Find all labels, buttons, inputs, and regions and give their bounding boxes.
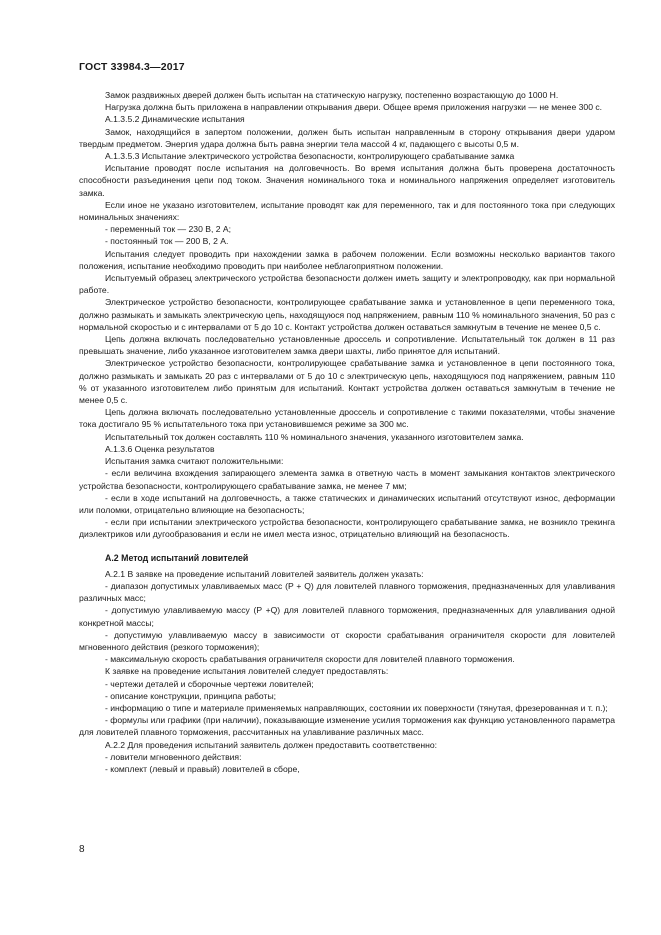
paragraph: - если величина вхождения запирающего элемента замка в ответную часть в момент замыкания контактов электрического устройства безопасности, контролирующего срабатывание замка, не менее 7 мм; bbox=[79, 468, 615, 491]
paragraph: Цепь должна включать последовательно установленные дроссель и сопротивление. Испытательный ток должен в 11 раз превышать значение, либо указанное изготовителем замка двери шахты, либо принятое для испытаний. bbox=[79, 334, 615, 357]
paragraph: Если иное не указано изготовителем, испытание проводят как для переменного, так и для постоянного тока при следующих номинальных значениях: bbox=[79, 199, 615, 223]
paragraph: А.2.2 Для проведения испытаний заявитель должен предоставить соответственно: bbox=[105, 739, 438, 750]
paragraph: А.2.1 В заявке на проведение испытаний ловителей заявитель должен указать: bbox=[105, 568, 424, 579]
paragraph: Испытуемый образец электрического устройства безопасности должен иметь защиту и электропроводку, как при нормальной работе. bbox=[79, 273, 615, 296]
paragraph: - допустимую улавливаемую массу (P +Q) для ловителей плавного торможения, предназначенных для улавливания одной конкретной массы; bbox=[79, 605, 615, 628]
paragraph: - допустимую улавливаемую массу в зависимости от скорости срабатывания ограничителя скорости для ловителей мгновенного действия (резкого торможения); bbox=[79, 629, 615, 652]
paragraph: - если в ходе испытаний на долговечность, а также статических и динамических испытаний отсутствуют износ, деформации или поломки, отрицательно влияющие на безопасность; bbox=[79, 492, 615, 515]
paragraph: А.1.3.6 Оценка результатов bbox=[105, 443, 215, 454]
paragraph: Замок раздвижных дверей должен быть испытан на статическую нагрузку, постепенно возрастающую до 1000 Н. bbox=[105, 90, 559, 100]
paragraph: Испытание проводят после испытания на долговечность. Во время испытания должна быть проверена достаточность способности разъединения цепи под током. Значения номинального тока и номинального напряжения определяет изготовитель замка. bbox=[79, 163, 615, 198]
document-body bbox=[79, 89, 615, 775]
paragraph: А.1.3.5.3 Испытание электрического устройства безопасности, контролирующего срабатывание замка bbox=[105, 151, 515, 162]
paragraph: Электрическое устройство безопасности, контролирующее срабатывание замка и установленное в цепи переменного тока, должно размыкать и замыкать электрическую цепь, находящуюся под напряжением, равным 110 % номинального значения, 50 раз с нормальной скоростью и с интервалами от 5 до 10 с. Контакт устройства должен оставаться замкнутым в течение не менее 0,5 с. bbox=[79, 297, 615, 332]
paragraph: Нагрузка должна быть приложена в направлении открывания двери. Общее время приложения нагрузки — не менее 300 с. bbox=[105, 102, 603, 113]
document-header: ГОСТ 33984.3—2017 bbox=[79, 61, 185, 73]
paragraph: Цепь должна включать последовательно установленные дроссель и сопротивление с такими показателями, чтобы значение тока достигало 95 % испытательного тока при установившемся режиме за 300 мс. bbox=[79, 407, 615, 430]
section-heading: А.2 Метод испытаний ловителей bbox=[105, 552, 249, 563]
paragraph: - описание конструкции, принципа работы; bbox=[105, 690, 277, 701]
paragraph: - чертежи деталей и сборочные чертежи ловителей; bbox=[105, 678, 314, 689]
paragraph: Испытания замка считают положительными: bbox=[105, 456, 284, 467]
paragraph: - ловители мгновенного действия: bbox=[105, 751, 242, 762]
paragraph: - постоянный ток — 200 В, 2 А. bbox=[105, 236, 229, 247]
paragraph: Испытания следует проводить при нахождении замка в рабочем положении. Если возможны несколько вариантов такого положения, испытание необходимо проводить при наиболее неблагоприятном положении. bbox=[79, 248, 615, 271]
paragraph: Электрическое устройство безопасности, контролирующее срабатывание замка и установленное в цепи постоянного тока, должно размыкать и замыкать 20 раз с интервалами от 5 до 10 с электрическую цепь, находящуюся под напряжением, равным 110 % от указанного изготовителем либо принятым для испытаний. Контакт устройства должен оставаться замкнутым в течение не менее 0,5 с. bbox=[79, 358, 615, 406]
page-number: 8 bbox=[79, 844, 85, 855]
paragraph: - формулы или графики (при наличии), показывающие изменение усилия торможения как функцию установленного параметра для ловителей плавного торможения, рассчитанных на улавливание различных масс. bbox=[79, 715, 615, 738]
paragraph: - если при испытании электрического устройства безопасности, контролирующего срабатывание замка, не возникло трекинга диэлектриков или дугообразования и если не имел места износ, отрицательно влияющий на безопасность. bbox=[79, 517, 615, 540]
paragraph: Замок, находящийся в запертом положении, должен быть испытан направленным в сторону открывания двери ударом твердым предметом. Энергия удара должна быть равна энергии тела массой 4 кг, падающего с высоты 0,5 м. bbox=[79, 126, 615, 149]
paragraph: - информацию о типе и материале применяемых направляющих, состоянии их поверхности (тянутая, фрезерованная и т. п.); bbox=[105, 702, 608, 713]
paragraph: - диапазон допустимых улавливаемых масс (P + Q) для ловителей плавного торможения, предназначенных для улавливания различных масс; bbox=[79, 580, 615, 604]
paragraph: А.1.3.5.2 Динамические испытания bbox=[105, 114, 245, 125]
paragraph: Испытательный ток должен составлять 110 % номинального значения, указанного изготовителем замка. bbox=[105, 431, 524, 442]
paragraph: - максимальную скорость срабатывания ограничителя скорости для ловителей плавного торможения. bbox=[105, 654, 515, 665]
paragraph: - комплект (левый и правый) ловителей в сборе, bbox=[105, 763, 300, 774]
paragraph: - переменный ток — 230 В, 2 А; bbox=[105, 224, 232, 235]
paragraph: К заявке на проведение испытания ловителей следует предоставлять: bbox=[105, 666, 389, 677]
